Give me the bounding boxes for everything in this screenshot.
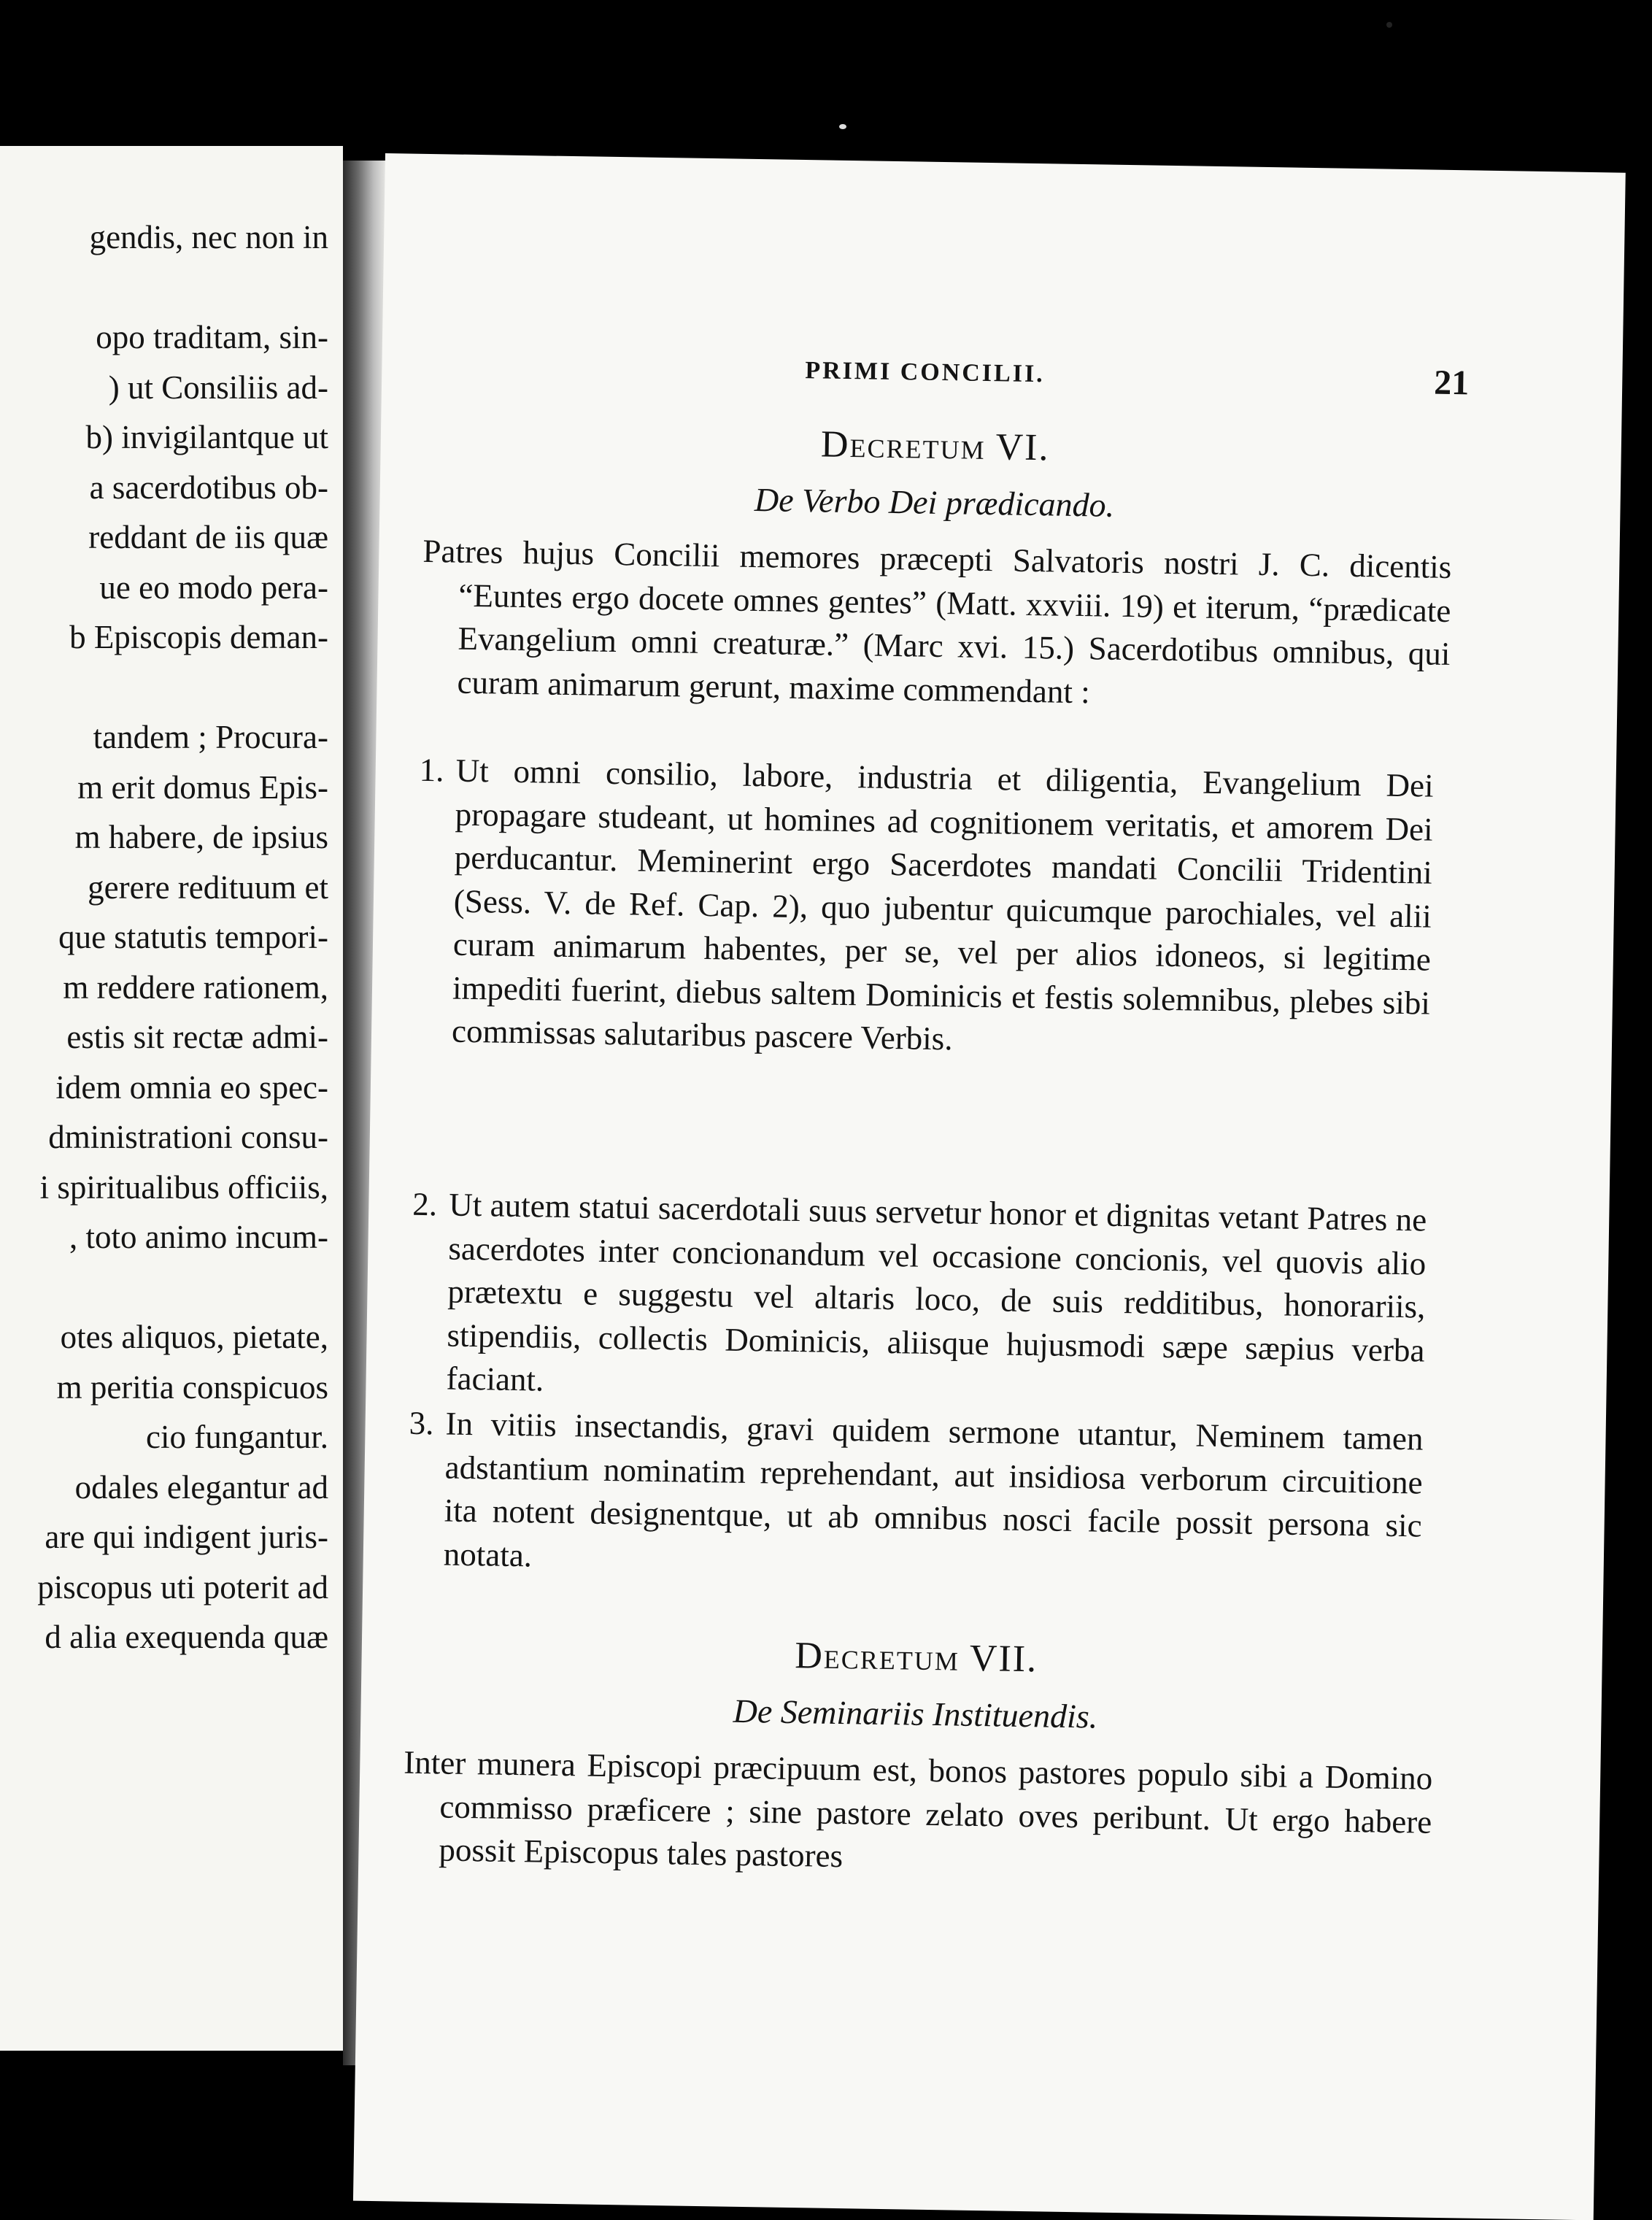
left-page-line: odales elegantur ad: [74, 1468, 328, 1506]
left-facing-page: [0, 146, 343, 2051]
page-content: [403, 154, 1470, 1875]
page-number: 21: [1433, 363, 1470, 403]
left-page-line: opo traditam, sin-: [96, 319, 328, 355]
left-page-line: m erit domus Epis-: [77, 768, 328, 806]
left-page-line: m habere, de ipsius: [74, 819, 328, 855]
running-title: PRIMI CONCILII.: [805, 357, 1046, 388]
left-page-line: m peritia conspicuos: [56, 1368, 328, 1406]
left-page-line: estis sit rectæ admi-: [66, 1019, 328, 1055]
item-number: 2.: [412, 1185, 438, 1223]
left-page-line: reddant de iis quæ: [88, 519, 328, 555]
item-text: Ut omni consilio, labore, industria et diligentia, Evangelium Dei propagare studeant, ut homines ad cognitionem veritatis, et amorem Dei perducantur. Meminerint ergo Sacerdotes mandati Concilii Tridentini (Sess. V. de Ref. Cap. 2), quo jubentur quicumque parochiales, vel alii curam animarum habentes, per se, vel per alios idoneos, si legitime impediti fuerint, diebus saltem Dominicis et festis solemnibus, plebes sibi commissas salutaribus pascere Verbis.: [451, 752, 1434, 1057]
item-number: 1.: [419, 751, 444, 789]
scan-speck: [1386, 22, 1392, 28]
left-page-line: i spiritualibus officiis,: [39, 1168, 328, 1206]
left-page-line: que statutis tempori-: [58, 919, 328, 955]
decree-6-item-1: [415, 749, 1434, 1068]
decree-6-intro: Patres hujus Concilii memores præcepti Salvatoris nostri J. C. dicentis “Euntes ergo docete omnes gentes” (Matt. xxviii. 19) et iterum, “prædicate Evangelium omni creaturæ.” (Marc xvi. 15.) Sacerdotibus omnibus, qui curam animarum gerunt, maxime commendant :: [422, 532, 1452, 710]
left-page-line: d alia exequenda quæ: [45, 1619, 328, 1655]
item-text: Ut autem statui sacerdotali suus servetur honor et dignitas vetant Patres ne sacerdotes inter concionandum vel occasione concionis, vel quovis alio prætextu e suggestu vel altaris loco, de suis redditibus, honorariis, stipendiis, collectis Dominicis, aliisque hujusmodi sæpe sæpius verba faciant.: [446, 1186, 1427, 1398]
decree-6-title: Decretum VI.: [820, 423, 1050, 469]
left-page-line: m reddere rationem,: [63, 968, 328, 1006]
decree-6-subtitle: De Verbo Dei prædicando.: [754, 481, 1115, 524]
left-page-line: cio fungantur.: [146, 1419, 328, 1455]
decree-7-subtitle: De Seminariis Instituendis.: [733, 1692, 1098, 1735]
left-page-line: b Episcopis deman-: [69, 619, 328, 655]
left-page-line: idem omnia eo spec-: [55, 1068, 328, 1106]
left-page-line: dministrationi consu-: [48, 1119, 328, 1155]
running-head: [425, 351, 1470, 411]
left-page-line: a sacerdotibus ob-: [89, 469, 328, 506]
decree-7-title: Decretum VII.: [794, 1635, 1038, 1681]
left-page-line: are qui indigent juris-: [45, 1519, 328, 1555]
left-page-line: ) ut Consiliis ad-: [108, 369, 328, 406]
decree-6-item-2: [409, 1183, 1427, 1416]
right-page: [353, 153, 1626, 2220]
left-page-line: otes aliquos, pietate,: [60, 1319, 328, 1355]
left-page-line: , toto animo incum-: [69, 1219, 328, 1255]
left-page-line: piscopus uti poterit ad: [37, 1568, 328, 1606]
left-page-line: gerere redituum et: [88, 868, 328, 906]
left-page-line: b) invigilantque ut: [85, 419, 328, 455]
left-page-line: gendis, nec non in: [89, 219, 328, 255]
left-page-line: ue eo modo pera-: [99, 569, 328, 606]
decree-7-text: Inter munera Episcopi præcipuum est, bonos pastores populo sibi a Domino commisso præficere ; sine pastore zelato oves peribunt. Ut ergo habere possit Episcopus tales pastores: [403, 1743, 1433, 1875]
scan-speck: [839, 124, 846, 129]
item-number: 3.: [409, 1404, 434, 1442]
left-page-line: tandem ; Procura-: [93, 719, 328, 755]
decree-6-item-3: [406, 1402, 1424, 1592]
item-text: In vitiis insectandis, gravi quidem sermone utantur, Neminem tamen adstantium nominatim reprehendant, aut insidiosa verborum circuitione ita notent designentque, ut ab omnibus nosci facile possit persona sic notata.: [443, 1405, 1424, 1573]
